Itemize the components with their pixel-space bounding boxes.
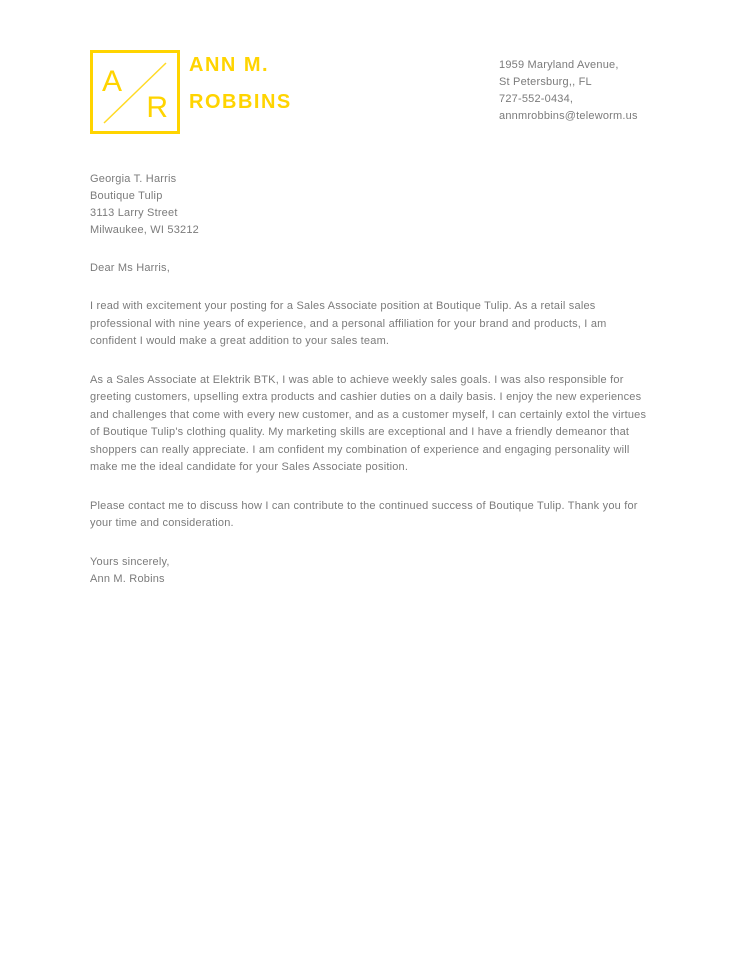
- body-paragraph-1: I read with excitement your posting for a Sales Associate position at Boutique Tulip. As a retail sales professional with nine years of experience, and a personal affiliation for your brand and products, I am confident I would make a great addition to your sales team.: [90, 300, 607, 347]
- logo-initial-bottom: R: [146, 91, 168, 124]
- salutation: Dear Ms Harris,: [90, 262, 171, 274]
- closing: Yours sincerely,: [90, 555, 170, 568]
- sender-contact: [499, 57, 638, 125]
- sender-name-line1: ANN M.: [189, 54, 270, 76]
- recipient-block: [90, 171, 652, 239]
- recipient-company: Boutique Tulip: [90, 190, 163, 202]
- contact-address-line1: 1959 Maryland Avenue,: [499, 59, 619, 71]
- recipient-name: Georgia T. Harris: [90, 173, 177, 185]
- sender-name-line2: ROBBINS: [189, 91, 292, 113]
- signature: Ann M. Robins: [90, 573, 165, 585]
- body-paragraph-2: As a Sales Associate at Elektrik BTK, I was able to achieve weekly sales goals. I was also responsible for greeting customers, upselling extra products and cashier duties on a daily basis. I enjoy the new experiences and challenges that come with every new customer, and as a customer myself, I can certainly extol the virtues of Boutique Tulip's clothing quality. My marketing skills are exceptional and I have a friendly demeanor that shoppers can really appreciate. I am confident my combination of experience and engaging personality will make me the ideal candidate for your Sales Associate position.: [90, 373, 647, 473]
- recipient-city: Milwaukee, WI 53212: [90, 224, 199, 236]
- recipient-street: 3113 Larry Street: [90, 207, 178, 219]
- body-paragraph-3: Please contact me to discuss how I can contribute to the continued success of Boutique Tulip. Thank you for your time and consideration.: [90, 499, 638, 529]
- logo-initial-top: A: [102, 65, 123, 98]
- letter-body: [90, 171, 652, 589]
- sender-name: [189, 47, 292, 121]
- contact-phone: 727-552-0434,: [499, 93, 574, 105]
- contact-address-line2: St Petersburg,, FL: [499, 76, 592, 88]
- sign-off-block: [90, 554, 652, 589]
- contact-email: annmrobbins@teleworm.us: [499, 110, 638, 122]
- logo-monogram: [90, 50, 180, 134]
